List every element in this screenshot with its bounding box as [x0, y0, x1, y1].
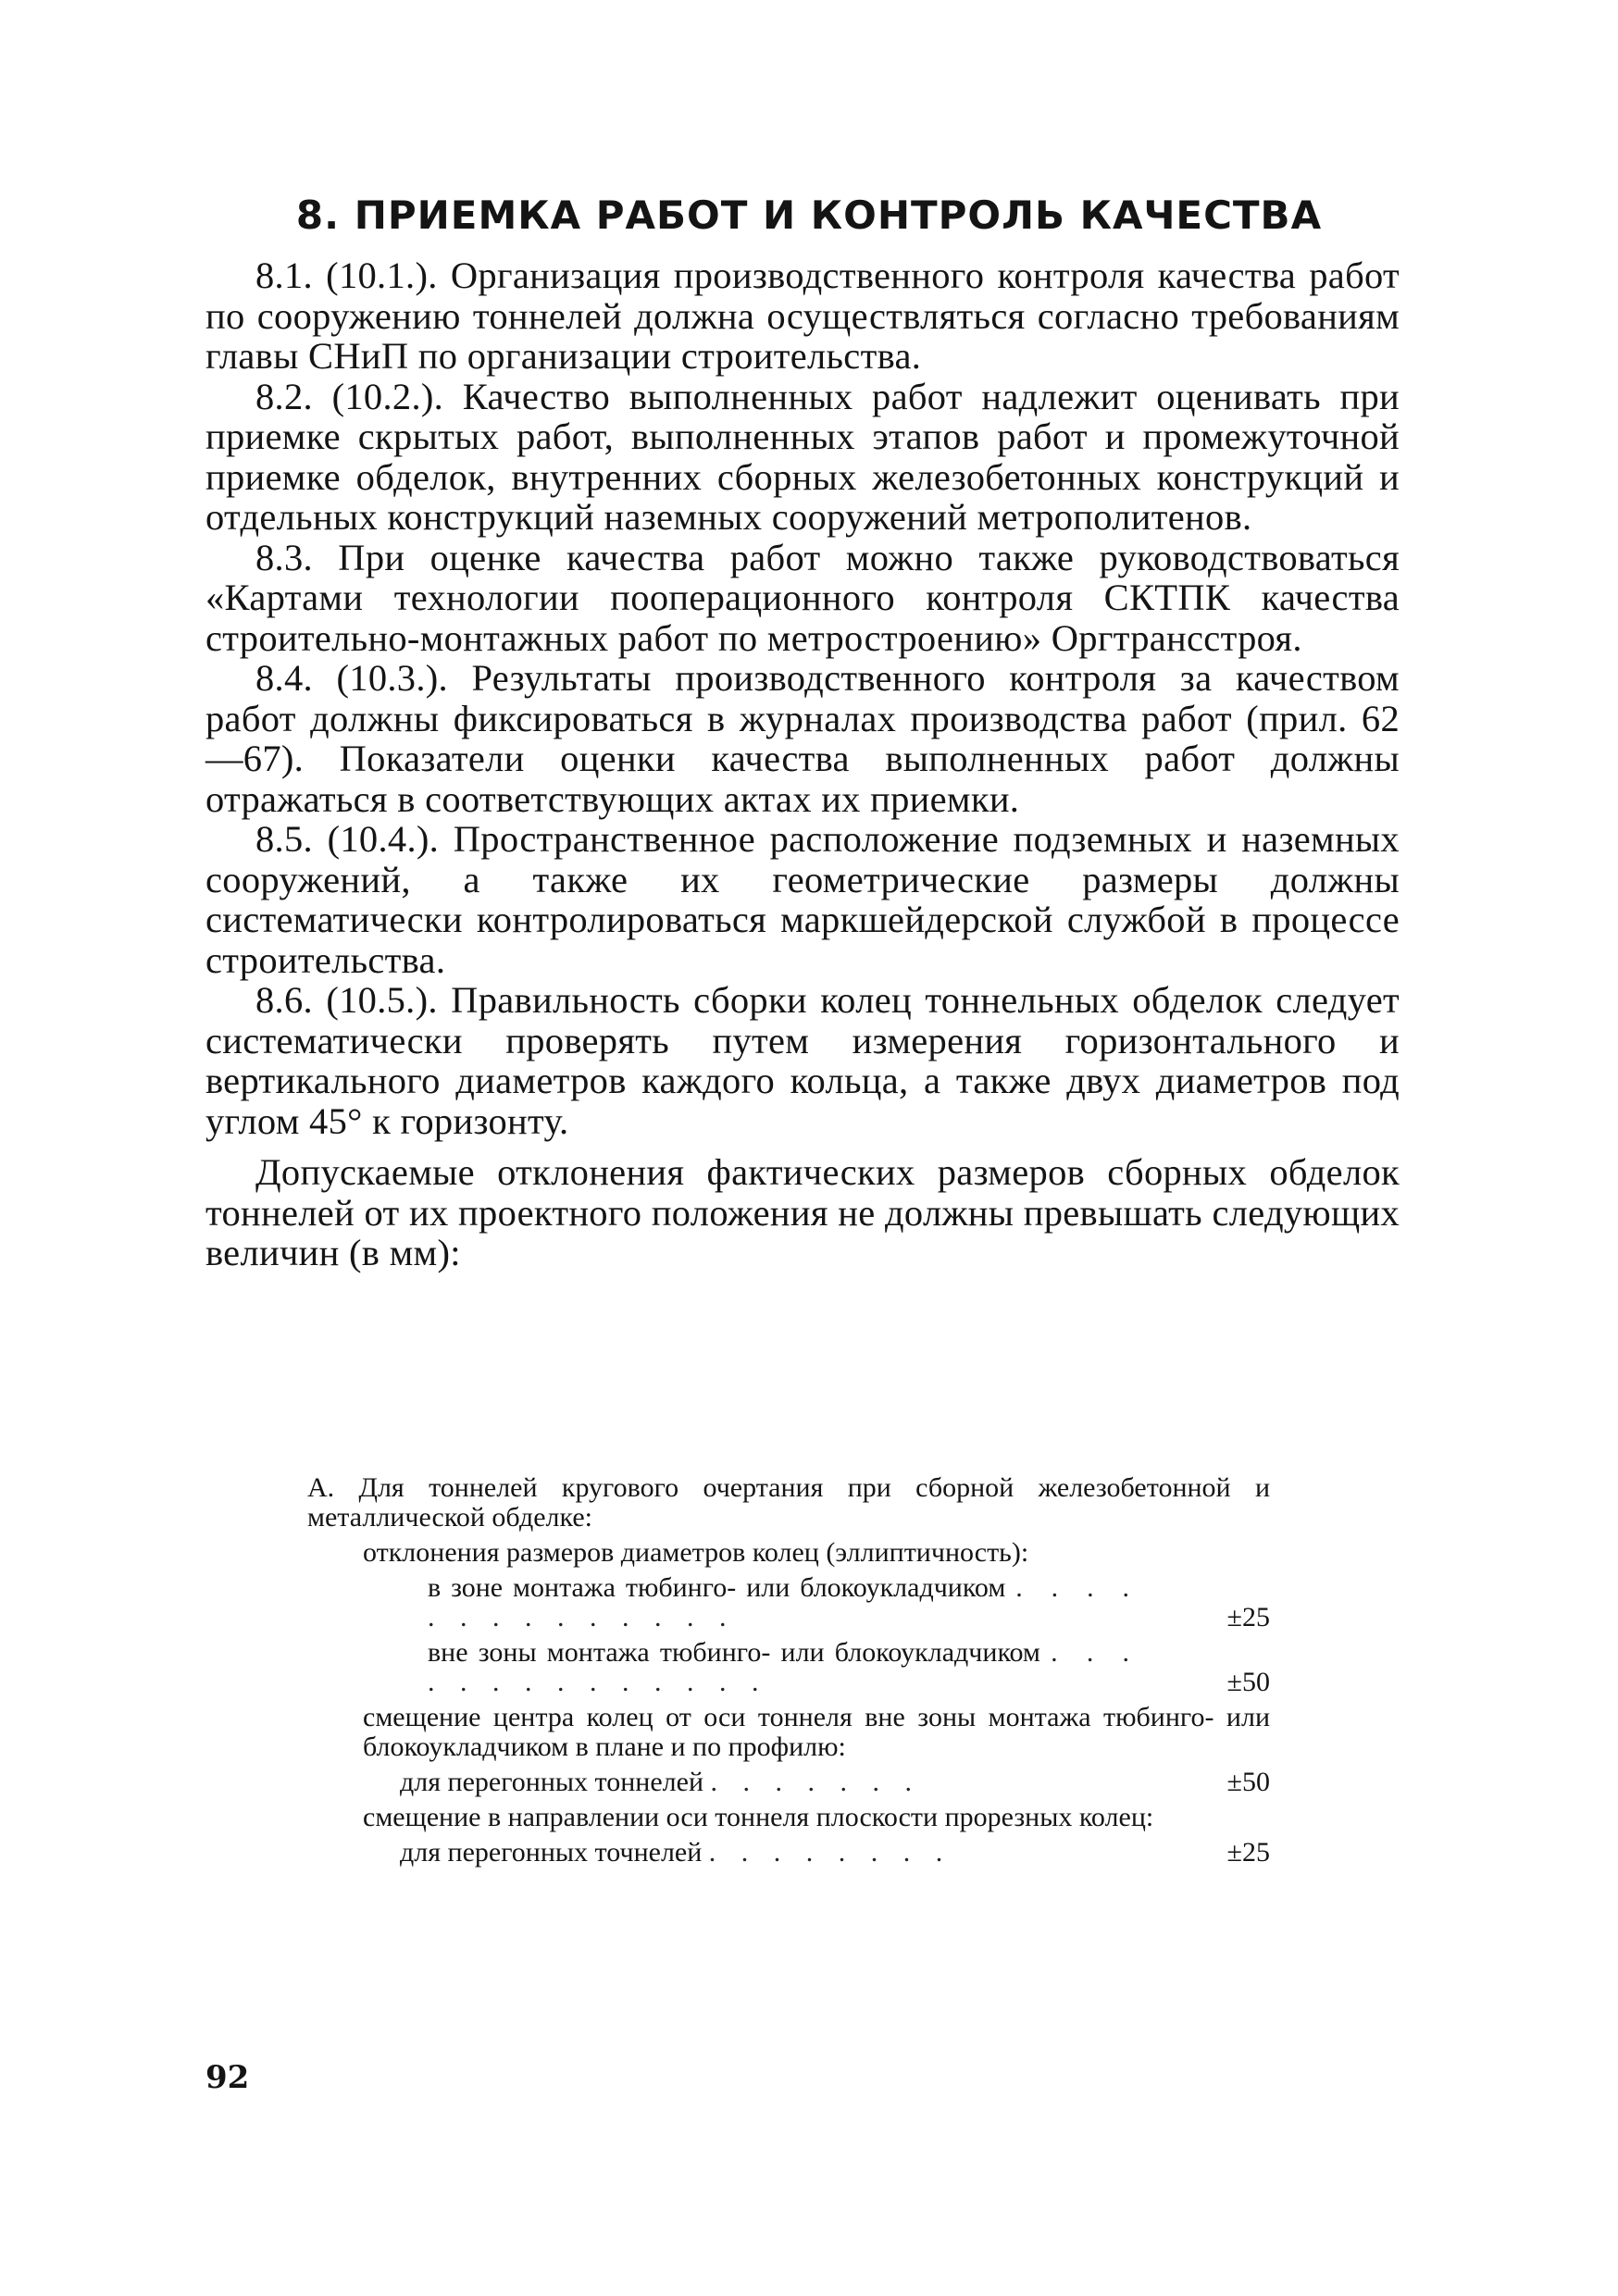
leader-dots: . . . . . . . . . . . . . . — [428, 1637, 1139, 1697]
tolerance-group-diameters: отклонения размеров диаметров колец (эллиптичность): — [363, 1537, 1029, 1568]
section-heading: 8. ПРИЕМКА РАБОТ И КОНТРОЛЬ КАЧЕСТВА — [295, 192, 1323, 238]
leader-dots: . . . . . . . . . . . . . . — [428, 1572, 1139, 1632]
tolerance-item-text: для перегонных точнелей — [400, 1837, 703, 1868]
leader-dots: . . . . . . . . — [708, 1837, 952, 1868]
tolerance-item-value: ±50 — [1226, 1667, 1270, 1697]
page-number: 92 — [205, 2059, 250, 2096]
tolerance-item — [428, 1638, 1270, 1697]
tolerance-heading: А. Для тоннелей кругового очертания при сборной железобетонной и металлической обделке: — [307, 1472, 1270, 1533]
tolerance-item-value: ±25 — [1226, 1602, 1270, 1632]
paragraph-8-2: 8.2. (10.2.). Качество выполненных работ надлежит оценивать при приемке скрытых работ, выполненных этапов работ и промежуточной приемке обделок, внутренних сборных железобетонных конструкций и отдельных конструкций наземных сооружений метрополитенов. — [205, 375, 1400, 538]
tolerance-list — [307, 1473, 1270, 1873]
paragraph-8-5: 8.5. (10.4.). Пространственное расположение подземных и наземных сооружений, а также их геометрические размеры должны систематически контролироваться маркшейдерской службой в процессе строительства. — [205, 818, 1400, 981]
paragraph-8-4: 8.4. (10.3.). Результаты производственного контроля за качеством работ должны фиксироваться в журналах производства работ (прил. 62—67). Показатели оценки качества выполненных работ должны отражаться в соответствующих актах их приемки. — [205, 657, 1400, 820]
tolerance-group-axial-offset: смещение в направлении оси тоннеля плоскости прорезных колец: — [363, 1802, 1154, 1832]
tolerance-item-value: ±50 — [1226, 1767, 1270, 1797]
leader-dots: . . . . . . . — [710, 1767, 922, 1797]
tolerance-item — [400, 1768, 1270, 1797]
tolerance-item-text: в зоне монтажа тюбинго- или блокоукладчиком — [428, 1572, 1006, 1603]
paragraph-8-1: 8.1. (10.1.). Организация производственного контроля качества работ по сооружению тоннелей должна осуществляться согласно требованиям главы СНиП по организации строительства. — [205, 254, 1400, 377]
tolerance-group-center-offset: смещение центра колец от оси тоннеля вне зоны монтажа тюбинго- или блокоукладчиком в плане и по профилю: — [363, 1702, 1270, 1762]
tolerances-intro: Допускаемые отклонения фактических размеров сборных обделок тоннелей от их проектного положения не должны превышать следующих величин (в мм): — [205, 1151, 1400, 1273]
main-text — [205, 255, 1400, 1273]
tolerance-item — [400, 1838, 1270, 1868]
paragraph-8-6: 8.6. (10.5.). Правильность сборки колец тоннельных обделок следует систематически проверять путем измерения горизонтального и вертикального диаметров каждого кольца, а также двух диаметров под углом 45° к горизонту. — [205, 979, 1400, 1142]
tolerance-item-text: для перегонных тоннелей — [400, 1767, 704, 1797]
tolerance-item-value: ±25 — [1226, 1837, 1270, 1868]
paragraph-8-3: 8.3. При оценке качества работ можно также руководствоваться «Картами технологии пооперационного контроля СКТПК качества строительно-монтажных работ по метростроению» Оргтрансстроя. — [205, 536, 1400, 659]
tolerance-item-text: вне зоны монтажа тюбинго- или блокоукладчиком — [428, 1637, 1040, 1668]
tolerance-item — [428, 1573, 1270, 1632]
